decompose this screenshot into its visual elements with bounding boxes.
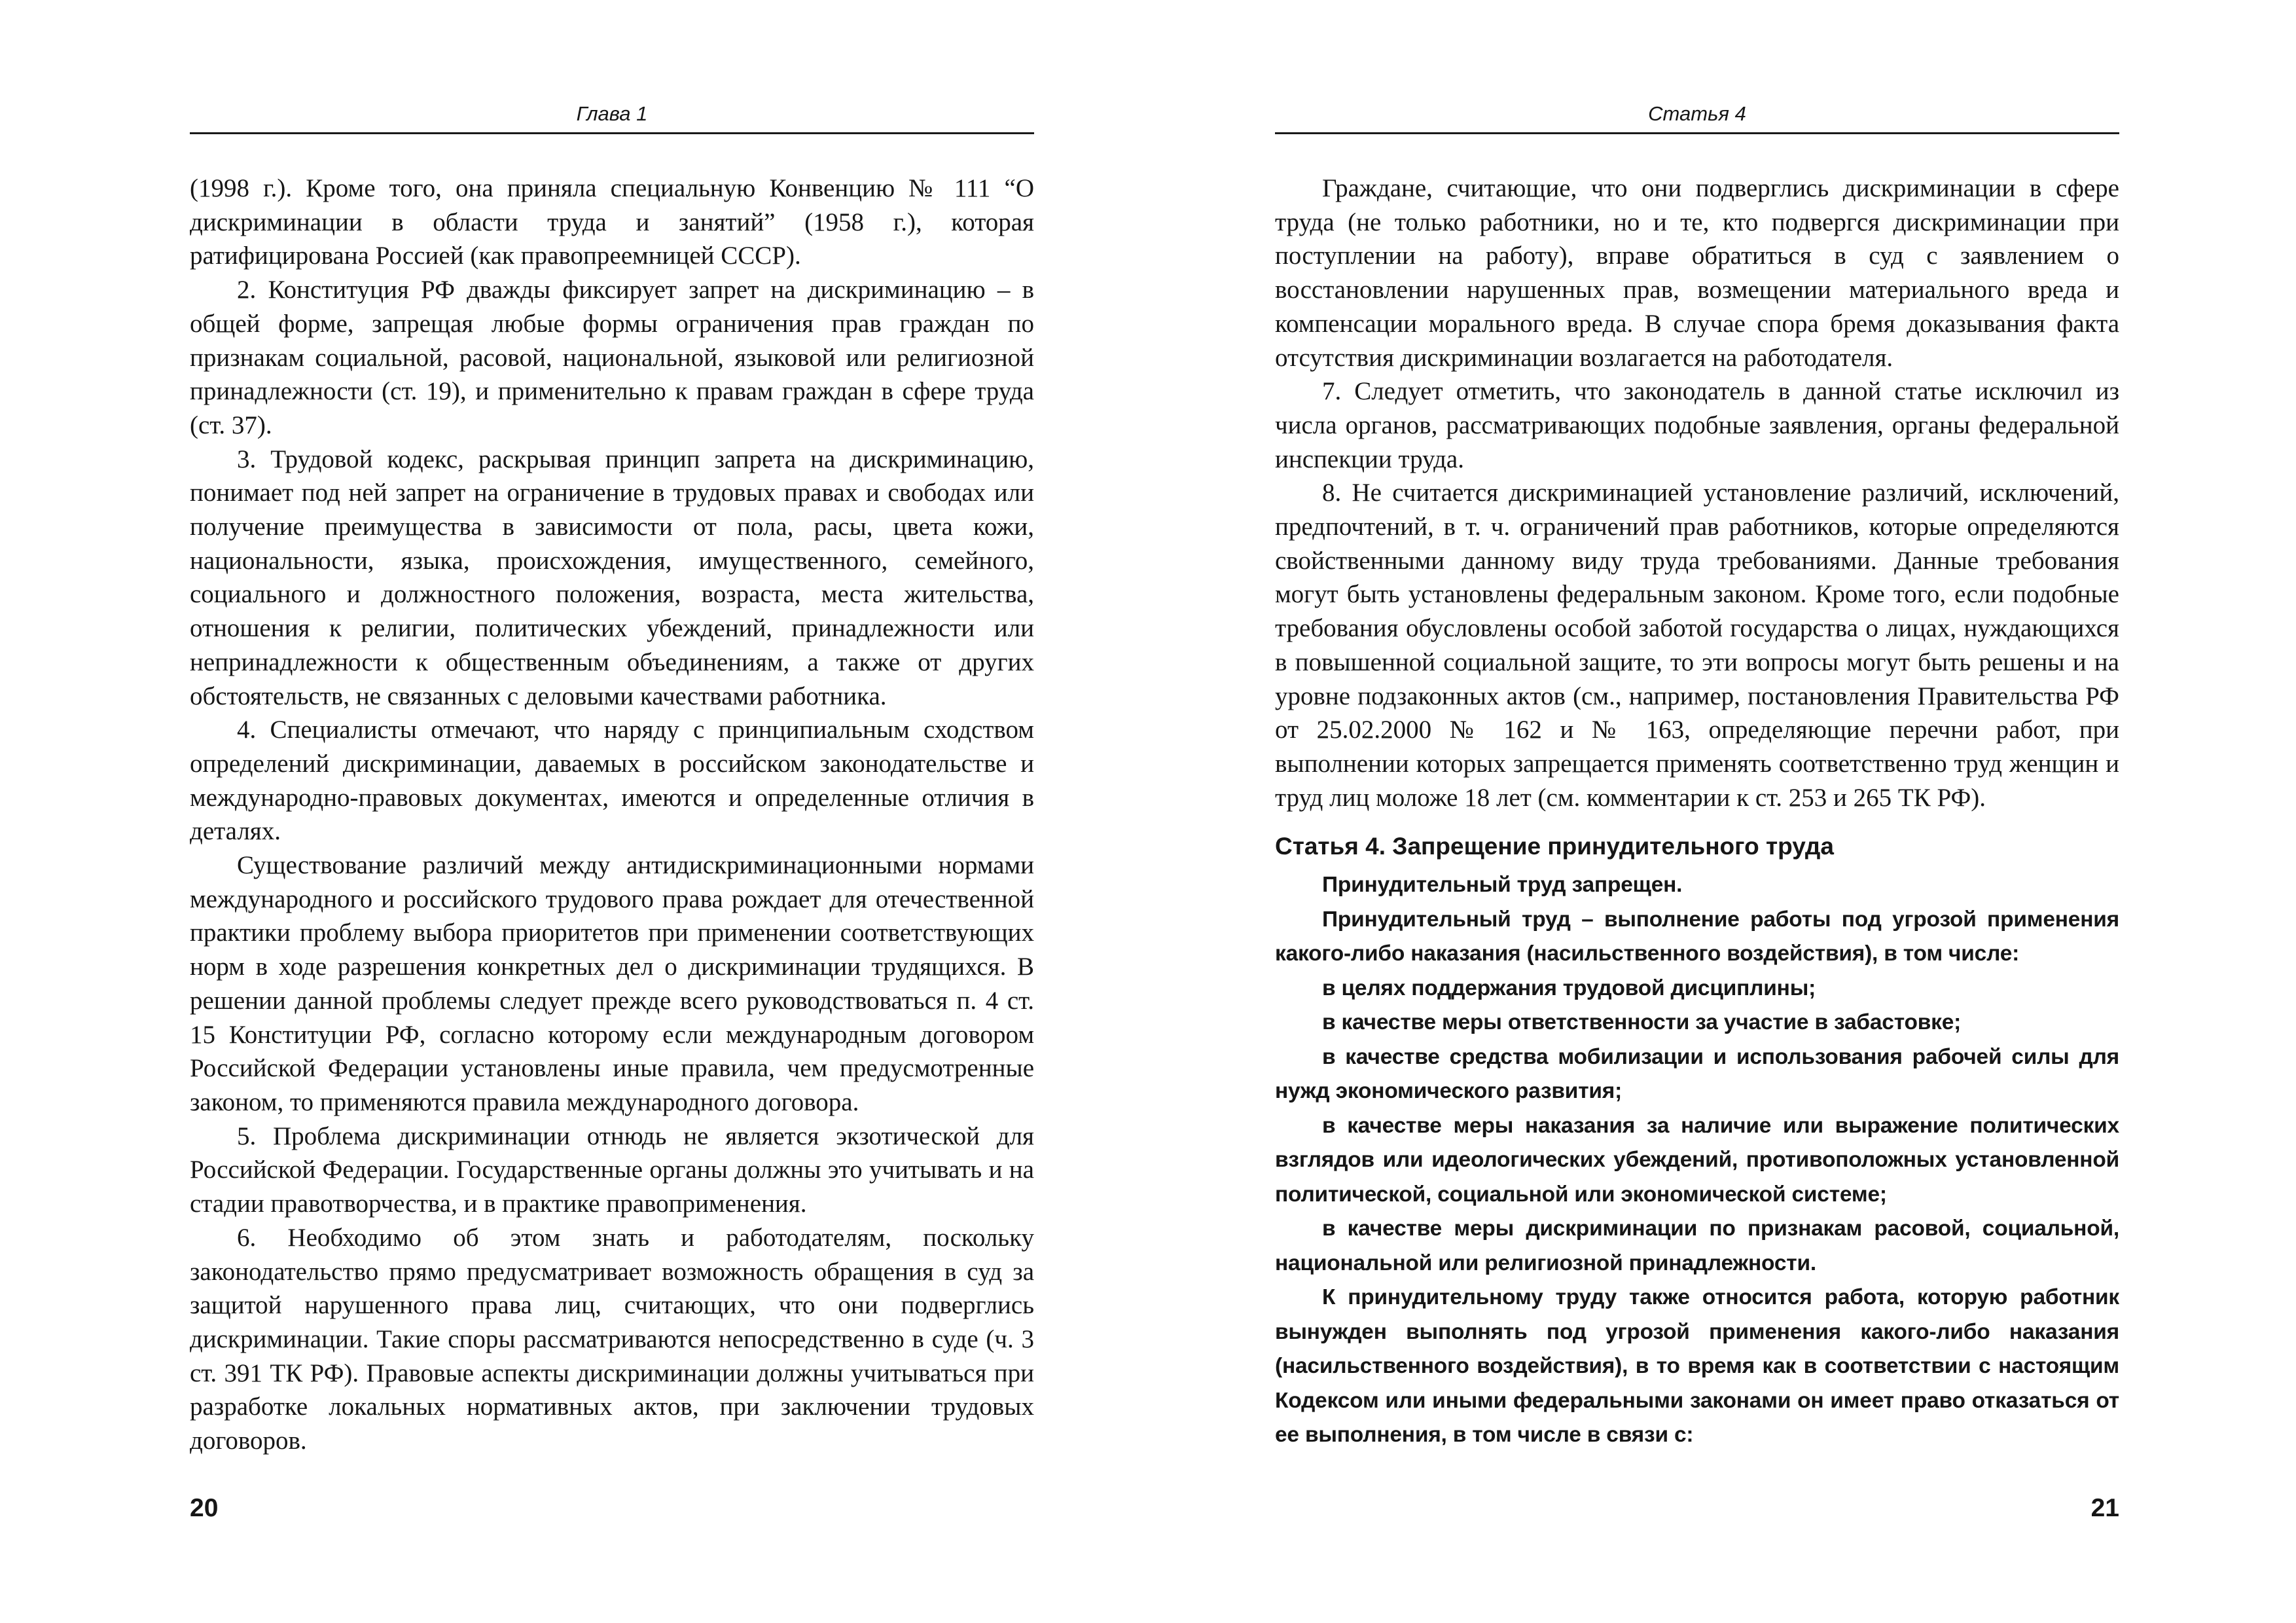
left-page-body <box>190 172 1034 1458</box>
paragraph: 8. Не считается дискриминацией установление различий, исключений, предпочтений, в т. ч. ограничений прав работников, которые определяются свойственными данному виду труда требованиями. Данные требования могут быть установлены федеральным законом. Кроме того, если подобные требования обусловлены особой заботой государства о лицах, нуждающихся в повышенной социальной защите, то эти вопросы могут быть решены и на уровне подзаконных актов (см., например, постановления Правительства РФ от 25.02.2000 № 162 и № 163, определяющие перечни работ, при выполнении которых запрещается применять соответственно труд женщин и труд лиц моложе 18 лет (см. комментарии к ст. 253 и 265 ТК РФ). <box>1275 479 2119 812</box>
header-rule-right <box>1275 132 2119 134</box>
running-head-right: Статья 4 <box>1648 102 1746 125</box>
paragraph: 3. Трудовой кодекс, раскрывая принцип запрета на дискриминацию, понимает под ней запрет на ограничение в трудовых правах и свободах или получение преимущества в зависимости от пола, расы, цвета кожи, национальности, языка, происхождения, имущественного, семейного, социального и должностного положения, возраста, места жительства, отношения к религии, политических убеждений, принадлежности или непринадлежности к общественным объединениям, а также от других обстоятельств, не связанных с деловыми качествами работника. <box>190 445 1034 710</box>
article-paragraph: К принудительному труду также относится работа, которую работник вынужден выполнять под угрозой применения какого-либо наказания (насильственного воздействия), в то время как в соответствии с настоящим Кодексом или иными федеральными законами он имеет право отказаться от ее выполнения, в том числе в связи с: <box>1275 1285 2119 1448</box>
article-list-item: в качестве меры ответственности за участие в забастовке; <box>1322 1010 1962 1035</box>
paragraph: 4. Специалисты отмечают, что наряду с принципиальным сходством определений дискриминации, даваемых в российском законодательстве и международно-правовых документах, имеются и определенные отличия в деталях. <box>190 716 1034 846</box>
page-number-left: 20 <box>190 1494 219 1522</box>
article-list-item: в целях поддержания трудовой дисциплины; <box>1322 976 1816 1000</box>
article-heading: Статья 4. Запрещение принудительного труда <box>1275 833 1834 860</box>
page-number-right: 21 <box>2090 1494 2119 1522</box>
article-list-item: в качестве меры дискриминации по признакам расовой, социальной, национальной или религиозной принадлежности. <box>1275 1216 2119 1275</box>
paragraph: 6. Необходимо об этом знать и работодателям, поскольку законодательство прямо предусматривает возможность обращения в суд за защитой нарушенного права лиц, считающих, что они подверглись дискриминации. Такие споры рассматриваются непосредственно в суде (ч. 3 ст. 391 ТК РФ). Правовые аспекты дискриминации должны учитываться при разработке локальных нормативных актов, при заключении трудовых договоров. <box>190 1223 1034 1455</box>
running-head-left: Глава 1 <box>576 102 648 125</box>
paragraph: (1998 г.). Кроме того, она приняла специальную Конвенцию № 111 “О дискриминации в области труда и занятий” (1958 г.), которая ратифицирована Россией (как правопреемницей СССР). <box>190 174 1034 270</box>
left-page <box>190 0 1034 1623</box>
right-page <box>1275 0 2119 1623</box>
article-list-item: в качестве средства мобилизации и использования рабочей силы для нужд экономического развития; <box>1275 1044 2119 1104</box>
paragraph: Граждане, считающие, что они подверглись дискриминации в сфере труда (не только работники, но и те, кто подвергся дискриминации при поступлении на работу), вправе обратиться в суд с заявлением о восстановлении нарушенных прав, возмещении материального вреда и компенсации морального вреда. В случае спора бремя доказывания факта отсутствия дискриминации возлагается на работодателя. <box>1275 174 2119 372</box>
article-list-item: в качестве меры наказания за наличие или выражение политических взглядов или идеологических убеждений, противоположных установленной политической, социальной или экономической системе; <box>1275 1113 2119 1207</box>
article-paragraph: Принудительный труд – выполнение работы под угрозой применения какого-либо наказания (насильственного воздействия), в том числе: <box>1275 907 2119 966</box>
right-page-body <box>1275 172 2119 1453</box>
paragraph: 2. Конституция РФ дважды фиксирует запрет на дискриминацию – в общей форме, запрещая любые формы ограничения прав граждан по признакам социальной, расовой, национальной, языковой или религиозной принадлежности (ст. 19), и применительно к правам граждан в сфере труда (ст. 37). <box>190 276 1034 439</box>
paragraph: 5. Проблема дискриминации отнюдь не является экзотической для Российской Федерации. Государственные органы должны это учитывать и на стадии правотворчества, и в практике правоприменения. <box>190 1122 1034 1218</box>
paragraph: Существование различий между антидискриминационными нормами международного и российского трудового права рождает для отечественной практики проблему выбора приоритетов при применении соответствующих норм в ходе разрешения конкретных дел о дискриминации трудящихся. В решении данной проблемы следует прежде всего руководствоваться п. 4 ст. 15 Конституции РФ, согласно которому если международным договором Российской Федерации установлены иные правила, чем предусмотренные законом, то применяются правила международного договора. <box>190 851 1034 1116</box>
article-paragraph: Принудительный труд запрещен. <box>1322 873 1683 898</box>
paragraph: 7. Следует отметить, что законодатель в данной статье исключил из числа органов, рассматривающих подобные заявления, органы федеральной инспекции труда. <box>1275 377 2119 473</box>
header-rule-left <box>190 132 1034 134</box>
